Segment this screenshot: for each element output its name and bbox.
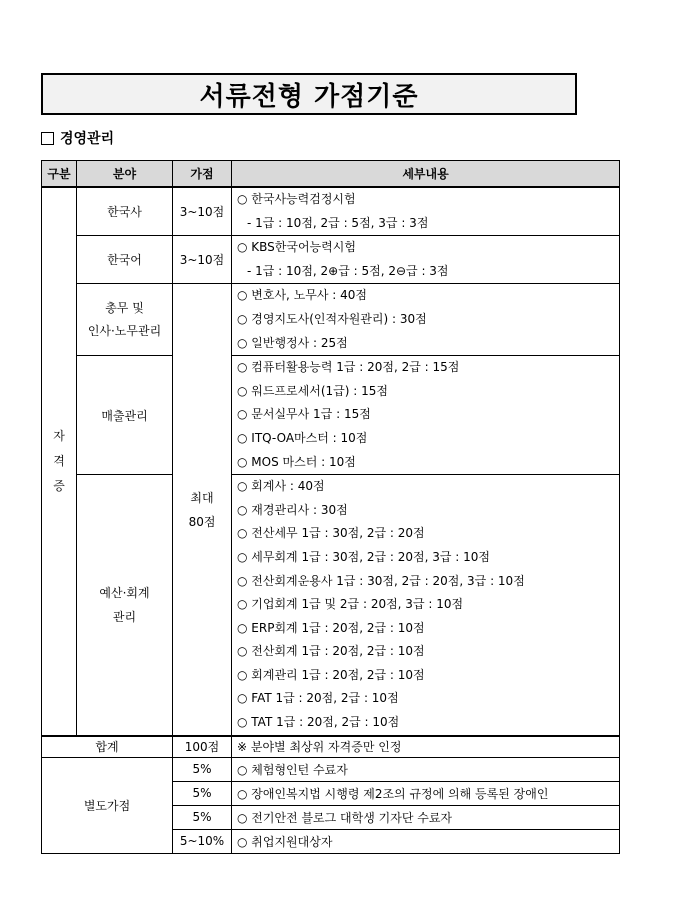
points-korean-history: 3~10점: [173, 187, 232, 236]
checkbox-square-icon: [41, 132, 54, 145]
detail-line: ○ 전산세무 1급 : 30점, 2급 : 20점: [237, 526, 425, 541]
extra-text: ○ 장애인복지법 시행령 제2조의 규정에 의해 등록된 장애인: [232, 781, 620, 805]
extra-points: 5~10%: [173, 829, 232, 853]
extra-text: ○ 체험형인턴 수료자: [232, 757, 620, 781]
field-sales: 매출관리: [77, 356, 173, 475]
detail-line: ○ 변호사, 노무사 : 40점: [237, 288, 368, 303]
detail-line: ○ 재경관리사 : 30점: [237, 502, 348, 517]
total-label: 합계: [42, 736, 173, 758]
points-max-line: 최대: [190, 490, 214, 505]
detail-line: ○ TAT 1급 : 20점, 2급 : 10점: [237, 715, 400, 730]
detail-line: - 1급 : 10점, 2⊕급 : 5점, 2⊖급 : 3점: [247, 263, 449, 278]
header-field: 분야: [77, 161, 173, 188]
detail-budget: [232, 475, 620, 736]
table-row: [42, 356, 620, 475]
points-max-line: 80점: [188, 514, 216, 529]
header-detail: 세부내용: [232, 161, 620, 188]
detail-line: ○ 컴퓨터활용능력 1급 : 20점, 2급 : 15점: [237, 360, 460, 375]
detail-line: ○ 세무회계 1급 : 30점, 2급 : 20점, 3급 : 10점: [237, 549, 491, 564]
extra-points: 5%: [173, 757, 232, 781]
detail-line: - 1급 : 10점, 2급 : 5점, 3급 : 3점: [247, 215, 429, 230]
category-cert-text: [42, 424, 76, 499]
detail-line: ○ KBS한국어능력시험: [237, 240, 356, 255]
field-general-line: 총무 및: [105, 300, 144, 315]
extra-text: ○ 취업지원대상자: [232, 829, 620, 853]
detail-korean-lang: [232, 236, 620, 284]
detail-line: ○ ERP회계 1급 : 20점, 2급 : 10점: [237, 620, 425, 635]
detail-korean-history: [232, 187, 620, 236]
field-general-line: 인사·노무관리: [87, 323, 162, 338]
detail-line: ○ 전산회계 1급 : 20점, 2급 : 10점: [237, 644, 425, 659]
category-certificate: [42, 187, 77, 736]
table-row: [42, 475, 620, 736]
detail-line: ○ 전산회계운용사 1급 : 30점, 2급 : 20점, 3급 : 10점: [237, 573, 525, 588]
detail-line: ○ 워드프로세서(1급) : 15점: [237, 383, 388, 398]
detail-line: ○ FAT 1급 : 20점, 2급 : 10점: [237, 691, 399, 706]
field-general: [77, 284, 173, 356]
field-korean-lang: 한국어: [77, 236, 173, 284]
category-cert-char: 증: [53, 478, 65, 493]
table-row: [42, 757, 620, 781]
detail-line: ○ 기업회계 1급 및 2급 : 20점, 3급 : 10점: [237, 597, 464, 612]
category-cert-char: 자: [53, 428, 65, 443]
detail-general: [232, 284, 620, 356]
total-note: ※ 분야별 최상위 자격증만 인정: [232, 736, 620, 758]
category-cert-char: 격: [53, 453, 65, 468]
page-title: 서류전형 가점기준: [41, 73, 577, 115]
field-budget: [77, 475, 173, 736]
section-heading: [41, 128, 114, 148]
extra-points: 5%: [173, 781, 232, 805]
detail-line: ○ 한국사능력검정시험: [237, 192, 356, 206]
table-row: [42, 187, 620, 236]
detail-line: ○ MOS 마스터 : 10점: [237, 454, 356, 469]
bonus-criteria-table: [41, 160, 620, 854]
detail-line: ○ ITQ-OA마스터 : 10점: [237, 430, 368, 445]
section-heading-label: 경영관리: [60, 131, 115, 147]
field-korean-history: 한국사: [77, 187, 173, 236]
detail-line: ○ 회계사 : 40점: [237, 479, 325, 494]
field-budget-line: 관리: [112, 609, 137, 624]
table-row-total: [42, 736, 620, 758]
table-row: [42, 236, 620, 284]
detail-line: ○ 경영지도사(인적자원관리) : 30점: [237, 311, 427, 326]
detail-sales: [232, 356, 620, 475]
extra-points: 5%: [173, 805, 232, 829]
detail-line: ○ 문서실무사 1급 : 15점: [237, 407, 371, 422]
points-korean-lang: 3~10점: [173, 236, 232, 284]
field-budget-line: 예산·회계: [99, 585, 150, 600]
points-cert-max: [173, 284, 232, 736]
detail-line: ○ 일반행정사 : 25점: [237, 335, 348, 350]
total-points: 100점: [173, 736, 232, 758]
header-category: 구분: [42, 161, 77, 188]
detail-line: ○ 회계관리 1급 : 20점, 2급 : 10점: [237, 667, 425, 682]
table-header-row: [42, 161, 620, 188]
header-points: 가점: [173, 161, 232, 188]
table-row: [42, 284, 620, 356]
extra-text: ○ 전기안전 블로그 대학생 기자단 수료자: [232, 805, 620, 829]
extra-label: 별도가점: [42, 757, 173, 853]
